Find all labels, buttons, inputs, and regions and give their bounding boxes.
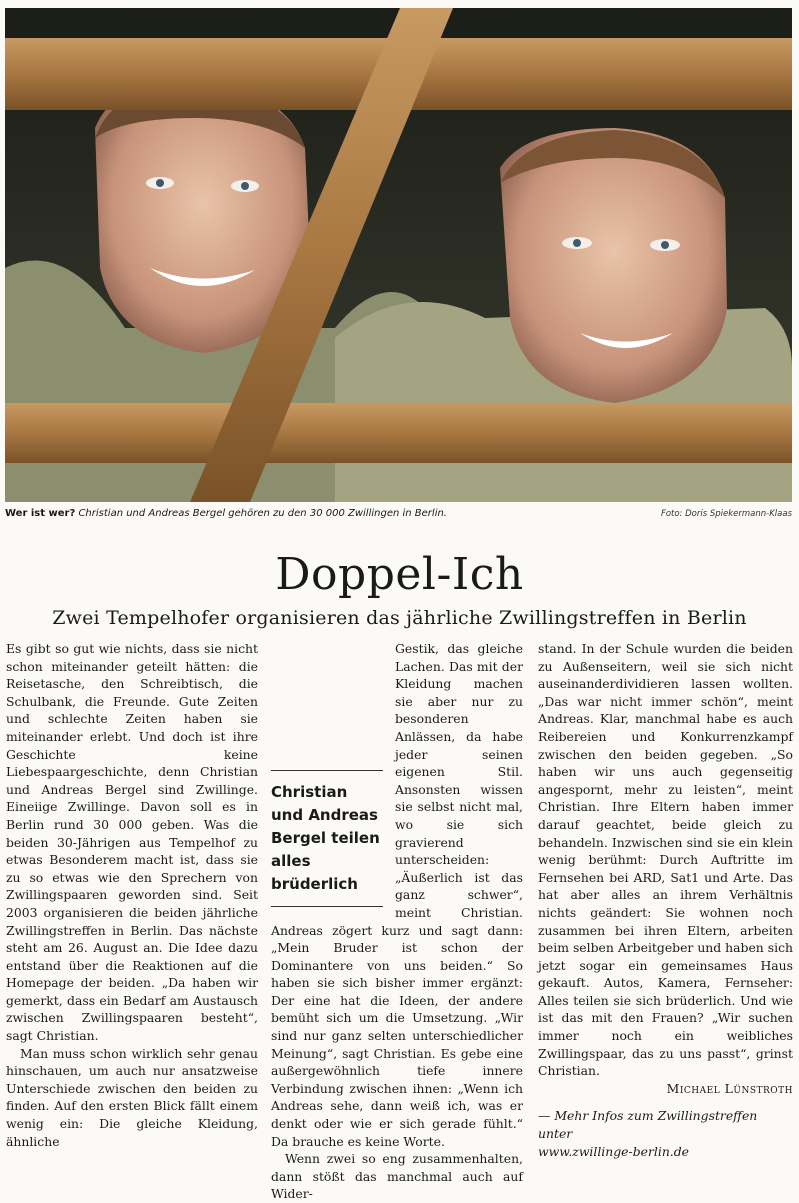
photo-caption (5, 506, 792, 522)
article-column-1 (6, 640, 258, 1150)
twins-behind-window-frame-photo-icon (5, 8, 792, 502)
subheadline: Zwei Tempelhofer organisieren das jährliche Zwillingstreffen in Berlin (52, 607, 747, 629)
caption-text: Christian und Andreas Bergel gehören zu den 30 000 Zwillingen in Berlin. (78, 508, 447, 519)
photo-credit: Foto: Doris Spiekermann-Klaas (660, 509, 792, 519)
pull-quote: Christian und Andreas Bergel teilen alles brüderlich (271, 770, 383, 907)
more-info-url[interactable]: www.zwillinge-berlin.de (538, 1143, 689, 1159)
article-column-2 (271, 640, 523, 1203)
paragraph: Gestik, das gleiche Lachen. Das mit der Kleidung machen sie aber nur zu besonderen Anlässen, da habe jeder seinen eigenen Stil. Ansonsten wissen sie selbst nicht mal, wo sie sich gravierend unterscheiden: „Äußerlich ist das ganz schwer“, meint Christian. Andreas zögert kurz und sagt dann: „Mein Bruder ist schon der Dominantere von uns beiden.“ So haben sie sich bisher immer ergänzt: Der eine hat die Ideen, der andere bemüht sich um die Umsetzung. „Wir sind nur ganz selten unterschiedlicher Meinung“, sagt Christian. Es gebe eine außergewöhnlich tiefe innere Verbindung zwischen ihnen: „Wenn ich Andreas sehe, dann weiß ich, was er denkt oder wie er sich gerade fühlt.“ Da brauche es keine Worte. (271, 641, 523, 1149)
paragraph: Es gibt so gut wie nichts, dass sie nicht schon miteinander geteilt hätten: die Reisetasche, den Schreibtisch, die Schulbank, die Freunde. Gute Zeiten und schlechte Zeiten haben sie miteinander erlebt. Und doch ist ihre Geschichte keine Liebespaargeschichte, denn Christian und Andreas Bergel sind Zwillinge. Eineiige Zwillinge. Davon soll es in Berlin rund 30 000 geben. Was die beiden 30-Jährigen aus Tempelhof zu etwas Besonderem macht ist, dass sie zu so etwas wie den Sprechern von Zwillingspaaren geworden sind. Seit 2003 organisieren die beiden jährliche Zwillingstreffen in Berlin. Das nächste steht am 26. August an. Die Idee dazu entstand über die Reaktionen auf die Homepage der beiden. „Da haben wir gemerkt, dass ein Bedarf am Austausch zwischen Zwillingspaaren besteht“, sagt Christian. (6, 641, 258, 1044)
more-info (538, 1107, 793, 1160)
twins-photo (5, 8, 792, 502)
headline: Doppel-Ich (275, 549, 524, 600)
paragraph: Man muss schon wirklich sehr genau hinschauen, um auch nur ansatzweise Unterschiede zwischen den beiden zu finden. Auf den ersten Blick fällt einem wenig ein: Die gleiche Kleidung, ähnliche (6, 1045, 258, 1149)
more-info-text: — Mehr Infos zum Zwillingstreffen unter (538, 1108, 758, 1142)
article-column-3 (538, 640, 793, 1160)
author-byline: Michael Lünstroth (666, 1080, 793, 1096)
paragraph: stand. In der Schule wurden die beiden zu Außenseitern, weil sie sich nicht auseinanderdividieren lassen wollten. „Das war nicht immer schön“, meint Andreas. Klar, manchmal habe es auch Reibereien und Konkurrenzkampf zwischen den beiden gegeben. „So haben wir uns auch gegenseitig angespornt, mehr zu leisten“, meint Christian. Ihre Eltern haben immer darauf geachtet, beide gleich zu behandeln. Inzwischen sind sie ein klein wenig berühmt: Durch Auftritte im Fernsehen bei ARD, Sat1 und Arte. Das hat aber alles an ihrem Verhältnis nichts geändert: Sie wohnen noch zusammen bei ihren Eltern, arbeiten beim selben Arbeitgeber und haben sich jetzt sogar ein gemeinsames Haus gekauft. Autos, Kamera, Fernseher: Alles teilen sie sich brüderlich. Und wie ist das mit den Frauen? „Wir suchen immer noch ein weibliches Zwillingspaar, das zu uns passt“, grinst Christian. (538, 641, 793, 1079)
paragraph: Wenn zwei so eng zusammenhalten, dann stößt das manchmal auch auf Wider- (271, 1151, 523, 1202)
caption-lead: Wer ist wer? (5, 508, 76, 519)
